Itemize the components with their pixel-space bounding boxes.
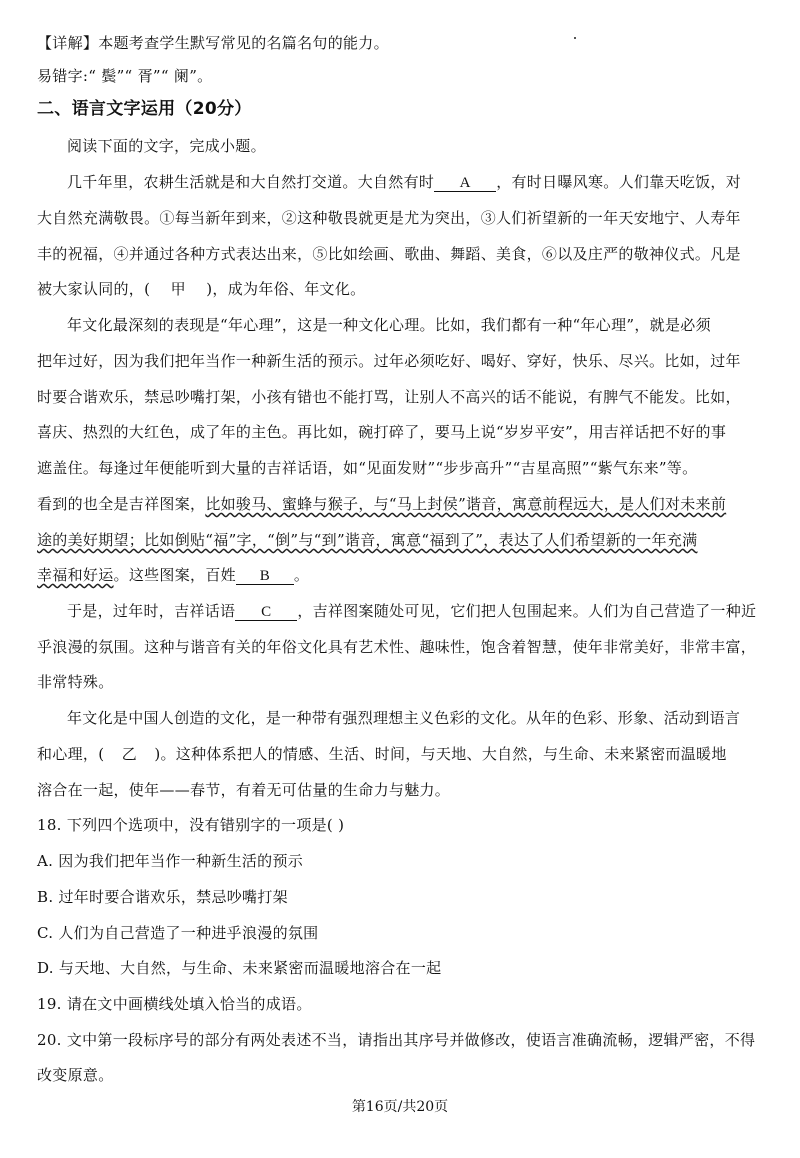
passage-p2-line4: 喜庆、热烈的大红色，成了年的主色。再比如，碗打碎了，要马上说“岁岁平安”，用吉祥话把不好的事 — [37, 423, 727, 441]
passage-text: 被大家认同的，( — [37, 280, 151, 298]
passage-text: )。这种体系把人的情感、生活、时间，与天地、大自然，与生命、未来紧密而温暖地 — [154, 745, 727, 763]
passage-text: 看到的也全是吉祥图案， — [37, 495, 206, 513]
instruction: 阅读下面的文字，完成小题。 — [67, 137, 266, 155]
passage-p2-line1: 年文化最深刻的表现是“年心理”，这是一种文化心理。比如，我们都有一种“年心理”，就是必须 — [67, 316, 711, 334]
wavy-underlined-text: 比如骏马、蜜蜂与猴子，与“马上封侯”谐音，寓意前程远大，是人们对未来前 — [205, 495, 727, 513]
passage-p1-line3: 丰的祝福，④并通过各种方式表达出来，⑤比如绘画、歌曲、舞蹈、美食，⑥以及庄严的敬神仪式。凡是 — [37, 245, 741, 263]
page-footer: 第16页/共20页 — [351, 1099, 449, 1115]
passage-text: ，有时日曝风寒。人们靠天吃饭，对 — [496, 173, 742, 191]
question-18-option-c: C. 人们为自己营造了一种进乎浪漫的氛围 — [37, 924, 319, 942]
passage-p3-line2: 乎浪漫的氛围。这种与谐音有关的年俗文化具有艺术性、趣味性，饱含着智慧，使年非常美好，非常丰富， — [37, 638, 757, 656]
passage-text: 于是，过年时，吉祥话语 — [67, 602, 236, 620]
passage-p4-line1: 年文化是中国人创造的文化，是一种带有强烈理想主义色彩的文化。从年的色彩、形象、活动到语言 — [67, 709, 741, 727]
passage-text: 。 — [293, 566, 310, 584]
passage-text: )，成为年俗、年文化。 — [206, 280, 366, 298]
passage-text: 和心理，( — [37, 745, 105, 763]
passage-p4-line2 — [37, 744, 777, 764]
wavy-underlined-text: 途的美好期望；比如倒贴“福”字，“倒”与“到”谐音，寓意“福到了”，表达了人们希望新的一年充满 — [37, 531, 698, 549]
blank-jia: 甲 — [170, 280, 186, 298]
question-18-option-a: A. 因为我们把年当作一种新生活的预示 — [37, 852, 304, 870]
scan-speck — [574, 37, 576, 39]
passage-p1-line1 — [67, 172, 777, 192]
question-18-option-b: B. 过年时要合谐欢乐，禁忌吵嘴打架 — [37, 888, 288, 906]
question-20-line1: 20. 文中第一段标序号的部分有两处表述不当，请指出其序号并做修改，使语言准确流畅，逻辑严密，不得 — [37, 1031, 756, 1049]
passage-text: 几千年里，农耕生活就是和大自然打交道。大自然有时 — [67, 173, 435, 191]
blank-c: C — [235, 604, 297, 621]
passage-p2-line7 — [37, 530, 777, 550]
wavy-underlined-text: 幸福和好运 — [37, 566, 114, 584]
question-19: 19. 请在文中画横线处填入恰当的成语。 — [37, 995, 312, 1013]
section-title: 二、语言文字运用（20分） — [37, 99, 252, 119]
passage-p2-line6 — [37, 494, 777, 514]
passage-text: 。这些图案，百姓 — [113, 566, 236, 584]
blank-a: A — [434, 175, 496, 192]
passage-text: ，吉祥图案随处可见，它们把人包围起来。人们为自己营造了一种近 — [297, 602, 757, 620]
passage-p2-line5: 遮盖住。每逢过年便能听到大量的吉祥话语，如“见面发财”“步步高升”“吉星高照”“紫气东来”等。 — [37, 459, 698, 477]
passage-p2-line2: 把年过好，因为我们把年当作一种新生活的预示。过年必须吃好、喝好、穿好，快乐、尽兴。比如，过年 — [37, 352, 741, 370]
passage-p2-line3: 时要合谐欢乐，禁忌吵嘴打架，小孩有错也不能打骂，让别人不高兴的话不能说，有脾气不能发。比如， — [37, 388, 741, 406]
blank-b: B — [236, 568, 294, 585]
question-18-option-d: D. 与天地、大自然，与生命、未来紧密而温暖地溶合在一起 — [37, 959, 442, 977]
error-words-line: 易错字:“ 鬓”“ 胥”“ 阑”。 — [37, 67, 213, 85]
passage-p1-line4 — [37, 279, 777, 299]
passage-p1-line2: 大自然充满敬畏。①每当新年到来，②这种敬畏就更是尤为突出，③人们祈望新的一年天安地宁、人寿年 — [37, 209, 741, 227]
question-20-line2: 改变原意。 — [37, 1066, 114, 1084]
passage-p2-line8 — [37, 565, 777, 585]
detail-line: 【详解】本题考查学生默写常见的名篇名句的能力。 — [37, 34, 389, 52]
passage-p4-line3: 溶合在一起，使年——春节，有着无可估量的生命力与魅力。 — [37, 781, 451, 799]
passage-p3-line1 — [67, 601, 777, 621]
blank-yi: 乙 — [121, 745, 138, 763]
question-18: 18. 下列四个选项中，没有错别字的一项是( ) — [37, 816, 345, 834]
passage-p3-line3: 非常特殊。 — [37, 673, 114, 691]
